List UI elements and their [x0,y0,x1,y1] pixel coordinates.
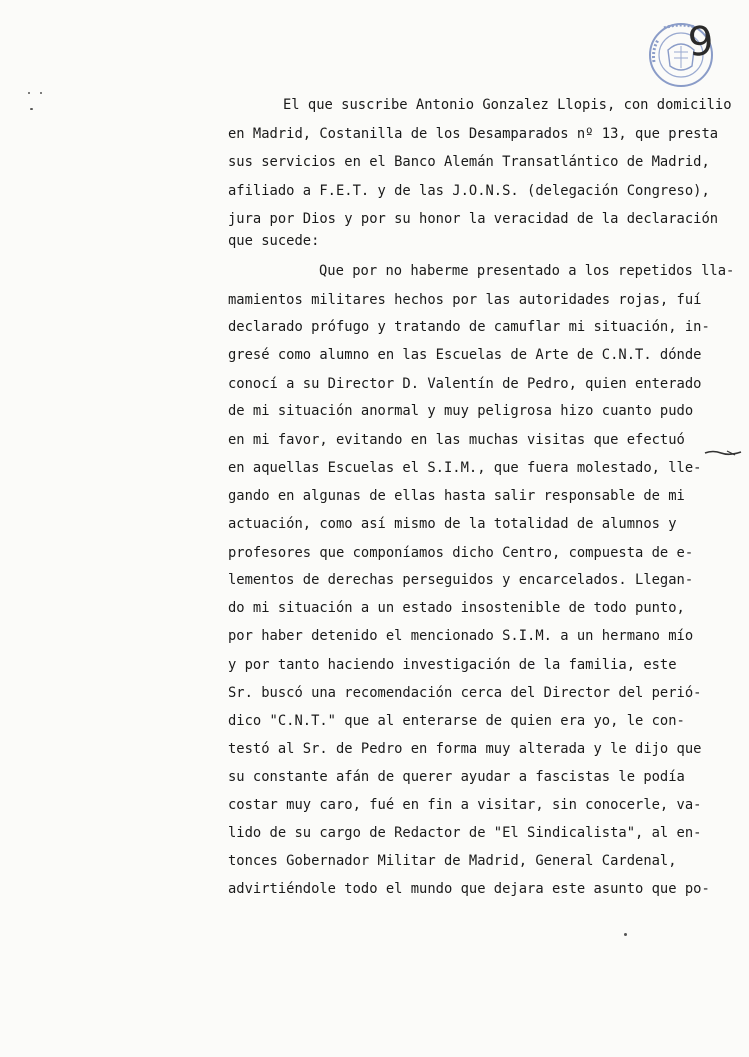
handwritten-page-number: 9 [686,18,716,66]
text-line: en mi favor, evitando en las muchas visitas que efectuó [228,432,685,448]
text-line: por haber detenido el mencionado S.I.M. a un hermano mío [228,628,694,644]
margin-ink-mark [703,447,743,459]
text-line: lementos de derechas perseguidos y encarcelados. Llegan- [228,572,694,588]
text-line: y por tanto haciendo investigación de la familia, este [228,657,677,673]
text-line: sus servicios en el Banco Alemán Transatlántico de Madrid, [228,154,710,170]
paper-speck [40,92,42,94]
text-line: gresé como alumno en las Escuelas de Arte de C.N.T. dónde [228,347,702,363]
text-line: que sucede: [228,233,320,249]
text-line: su constante afán de querer ayudar a fascistas le podía [228,769,685,785]
text-line: lido de su cargo de Redactor de "El Sindicalista", al en- [228,825,702,841]
paper-speck [28,92,30,94]
text-line: dico "C.N.T." que al enterarse de quien era yo, le con- [228,713,685,729]
text-line: testó al Sr. de Pedro en forma muy alterada y le dijo que [228,741,702,757]
text-line: afiliado a F.E.T. y de las J.O.N.S. (delegación Congreso), [228,183,710,199]
text-line: costar muy caro, fué en fin a visitar, sin conocerle, va- [228,797,702,813]
text-line: gando en algunas de ellas hasta salir responsable de mi [228,488,685,504]
text-line: en Madrid, Costanilla de los Desamparados nº 13, que presta [228,126,719,142]
text-line: tonces Gobernador Militar de Madrid, General Cardenal, [228,853,677,869]
text-line: Que por no haberme presentado a los repetidos lla- [319,263,735,279]
text-line: actuación, como así mismo de la totalidad de alumnos y [228,516,677,532]
text-line: de mi situación anormal y muy peligrosa hizo cuanto pudo [228,403,694,419]
text-line: Sr. buscó una recomendación cerca del Director del perió- [228,685,702,701]
paper-speck [624,933,627,936]
text-line: profesores que componíamos dicho Centro, compuesta de e- [228,545,694,561]
text-line: mamientos militares hechos por las autoridades rojas, fuí [228,292,702,308]
text-line: advirtiéndole todo el mundo que dejara este asunto que po- [228,881,710,897]
text-line: jura por Dios y por su honor la veracidad de la declaración [228,211,719,227]
text-line: conocí a su Director D. Valentín de Pedro, quien enterado [228,376,702,392]
paper-speck [30,108,33,110]
text-line: en aquellas Escuelas el S.I.M., que fuera molestado, lle- [228,460,702,476]
text-line: El que suscribe Antonio Gonzalez Llopis, con domicilio [283,97,732,113]
text-line: declarado prófugo y tratando de camuflar mi situación, in- [228,319,710,335]
text-line: do mi situación a un estado insostenible de todo punto, [228,600,685,616]
